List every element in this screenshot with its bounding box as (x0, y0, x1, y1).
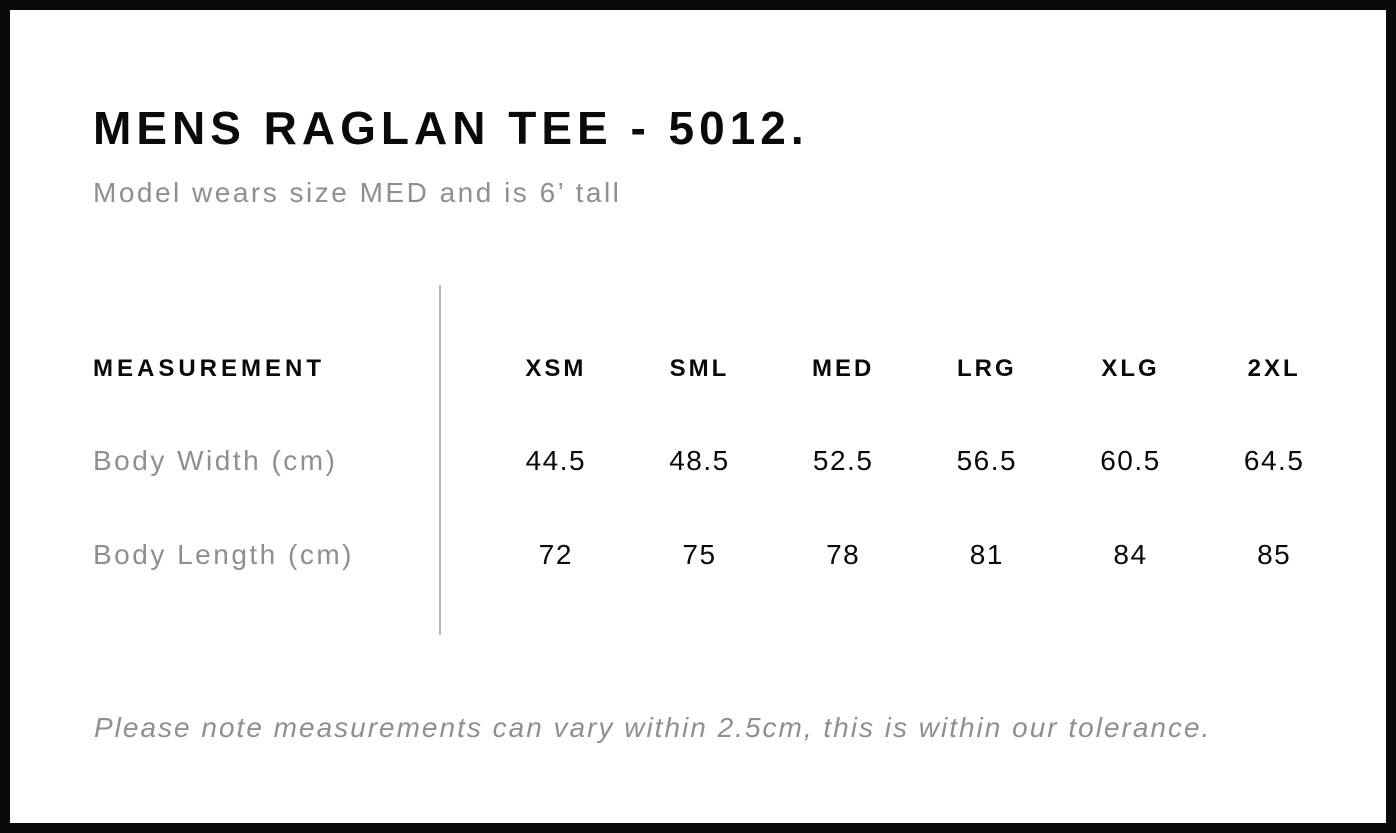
model-size-note: Model wears size MED and is 6’ tall (93, 177, 622, 208)
table-row-body-length (93, 540, 1346, 570)
row-label-body-length: Body Length (cm) (93, 539, 354, 570)
size-header-2xl: 2XL (1247, 355, 1301, 382)
body-width-xlg: 60.5 (1100, 445, 1161, 476)
body-width-xsm: 44.5 (525, 445, 587, 476)
table-row-body-width (93, 446, 1346, 476)
body-length-sml: 75 (682, 539, 717, 570)
size-header-lrg: LRG (956, 355, 1017, 382)
table-header-row (93, 354, 1346, 384)
body-width-lrg: 56.5 (956, 445, 1018, 476)
body-length-med: 78 (826, 539, 861, 570)
body-length-2xl: 85 (1257, 539, 1292, 570)
size-header-med: MED (811, 355, 875, 382)
body-width-sml: 48.5 (669, 445, 730, 476)
size-header-sml: SML (669, 355, 730, 382)
row-label-body-width: Body Width (cm) (93, 445, 338, 476)
page-title: MENS RAGLAN TEE - 5012. (93, 102, 809, 154)
measurement-column-header: MEASUREMENT (93, 355, 326, 382)
size-header-xlg: XLG (1101, 355, 1160, 382)
body-length-lrg: 81 (969, 539, 1004, 570)
body-width-2xl: 64.5 (1243, 445, 1305, 476)
size-header-xsm: XSM (525, 355, 587, 382)
body-length-xsm: 72 (538, 539, 573, 570)
body-width-med: 52.5 (812, 445, 874, 476)
tolerance-note: Please note measurements can vary within 2.5cm, this is within our tolerance. (94, 712, 1212, 743)
body-length-xlg: 84 (1113, 539, 1148, 570)
